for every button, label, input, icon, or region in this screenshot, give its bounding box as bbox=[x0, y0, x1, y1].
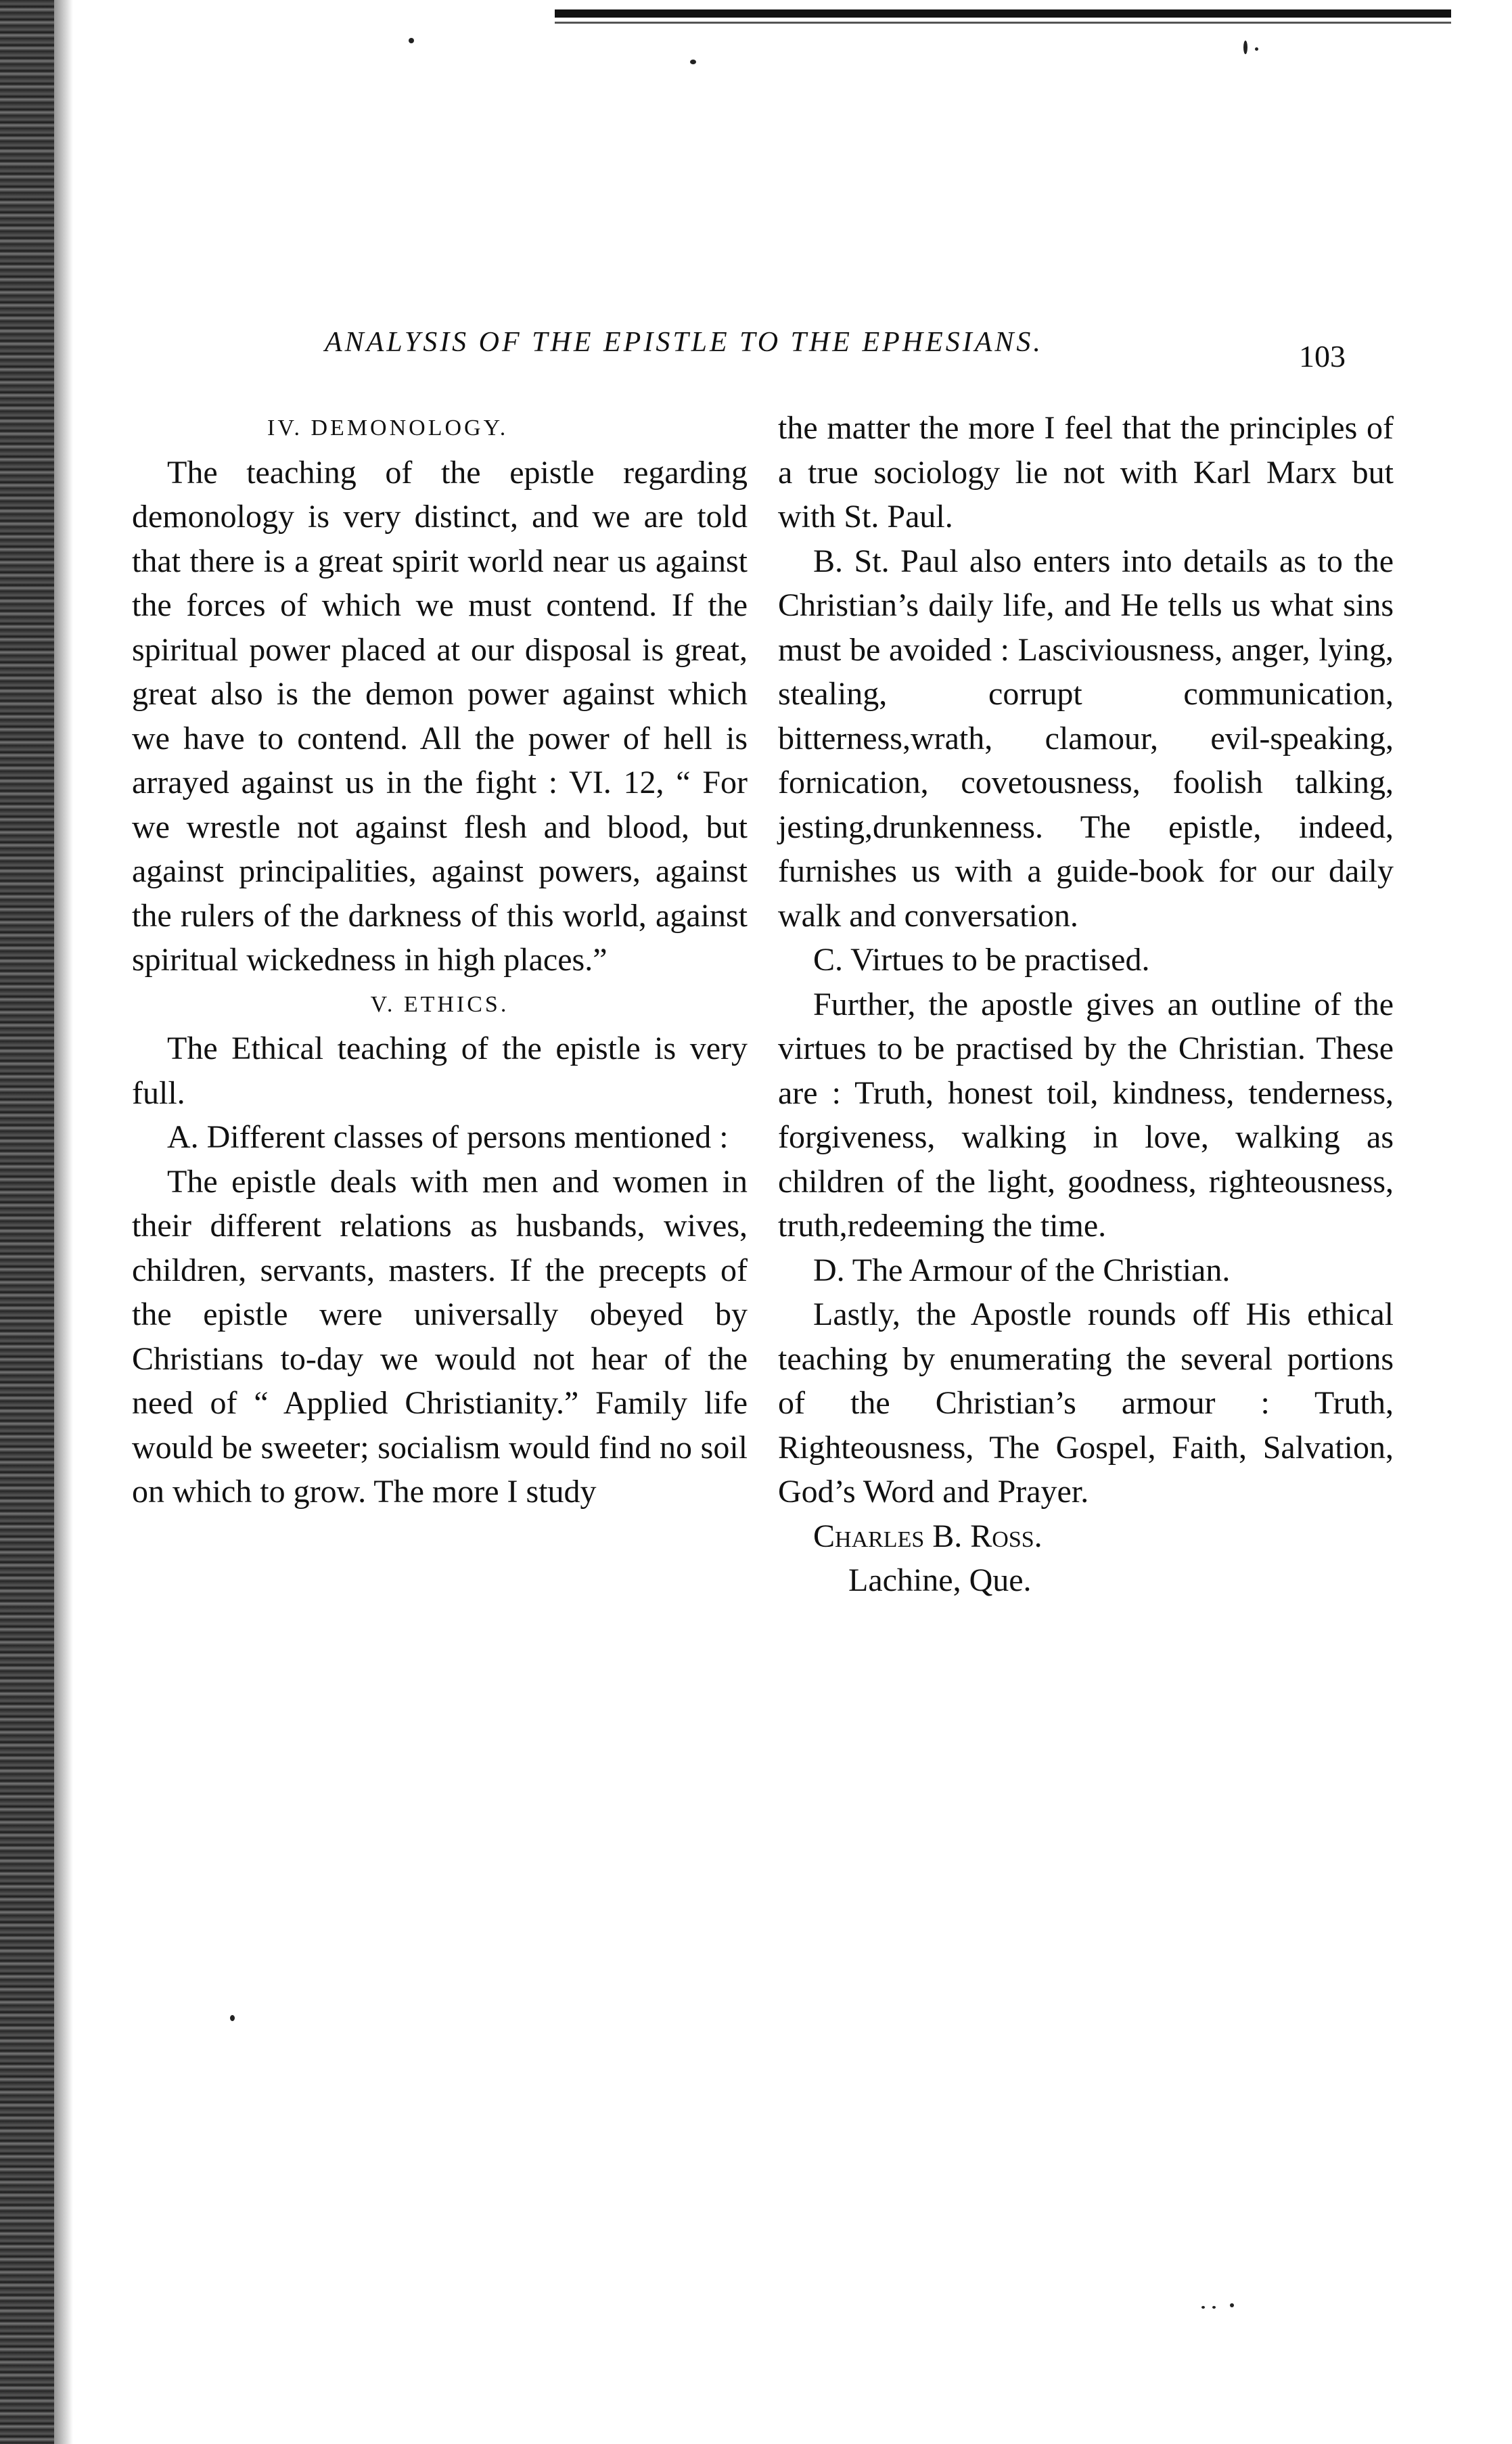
author-signature: Charles B. Ross. bbox=[813, 1518, 1043, 1554]
paragraph-demonology: The teaching of the epistle regarding demonology is very distinct, and we are told that there is a great spirit world near us against the forces of which we must contend. If the spiritual power placed at our disposal is great, great also is the demon power against which we have to contend. All the power of hell is arrayed against us in the fight : VI. 12, “ For we wrestle not against flesh and blood, but against principalities, against powers, against the rulers of the darkness of this world, against spiritual wickedness in high places.” bbox=[132, 454, 748, 978]
section-heading-demonology: IV. DEMONOLOGY. bbox=[267, 415, 509, 440]
subheading-armour: D. The Armour of the Christian. bbox=[813, 1252, 1231, 1288]
paragraph-armour: Lastly, the Apostle rounds off His ethical teaching by enumerating the several portions of the Christian’s armour : Truth, Righteousness, The Gospel, Faith, Salvation, God’s Word and Prayer. bbox=[778, 1296, 1394, 1510]
author-place: Lachine, Que. bbox=[848, 1562, 1032, 1598]
scan-speck bbox=[1255, 47, 1258, 51]
subheading-virtues: C. Virtues to be practised. bbox=[813, 942, 1150, 978]
scan-binding-shadow bbox=[54, 0, 73, 2444]
right-column bbox=[778, 406, 1394, 1603]
paragraph-sins: B. St. Paul also enters into details as to the Christian’s daily life, and He tells us what sins must be avoided : Lasciviousness, anger, lying, stealing, corrupt communication, bitterness,wrath, clamour, evil-speaking, fornication, covetousness, foolish talking, jesting,drunkenness. The epistle, indeed, furnishes us with a guide-book for our daily walk and conversation. bbox=[778, 543, 1394, 934]
scan-binding-edge bbox=[0, 0, 54, 2444]
paragraph-virtues: Further, the apostle gives an outline of the virtues to be practised by the Christian. These are : Truth, honest toil, kindness, tenderness, forgiveness, walking in love, walking as children of the light, goodness, righteousness, truth,redeeming the time. bbox=[778, 986, 1394, 1244]
subheading-classes-of-persons: A. Different classes of persons mentioned : bbox=[167, 1119, 729, 1155]
scan-speck bbox=[1212, 2306, 1216, 2309]
top-rule-thin bbox=[555, 22, 1451, 24]
scan-speck bbox=[1230, 2303, 1234, 2307]
paragraph-relations: The epistle deals with men and women in their different relations as husbands, wives, children, servants, masters. If the precepts of the epistle were universally obeyed by Christians to-day we would not hear of the need of “ Applied Christianity.” Family life would be sweeter; socialism would find no soil on which to grow. The more I study bbox=[132, 1163, 748, 1510]
left-column bbox=[132, 406, 748, 1514]
running-head: ANALYSIS OF THE EPISTLE TO THE EPHESIANS. bbox=[325, 327, 1043, 358]
paragraph-ethics-intro: The Ethical teaching of the epistle is very full. bbox=[132, 1031, 748, 1111]
scan-speck bbox=[409, 38, 414, 43]
scan-speck bbox=[1201, 2306, 1205, 2309]
paragraph-sociology: the matter the more I feel that the principles of a true sociology lie not with Karl Marx but with St. Paul. bbox=[778, 410, 1394, 535]
top-rule bbox=[555, 9, 1451, 18]
scan-speck bbox=[230, 2015, 235, 2021]
section-heading-ethics: V. ETHICS. bbox=[370, 991, 509, 1017]
scan-speck bbox=[1243, 41, 1247, 54]
page-number: 103 bbox=[1299, 339, 1346, 374]
scan-speck bbox=[690, 60, 696, 64]
